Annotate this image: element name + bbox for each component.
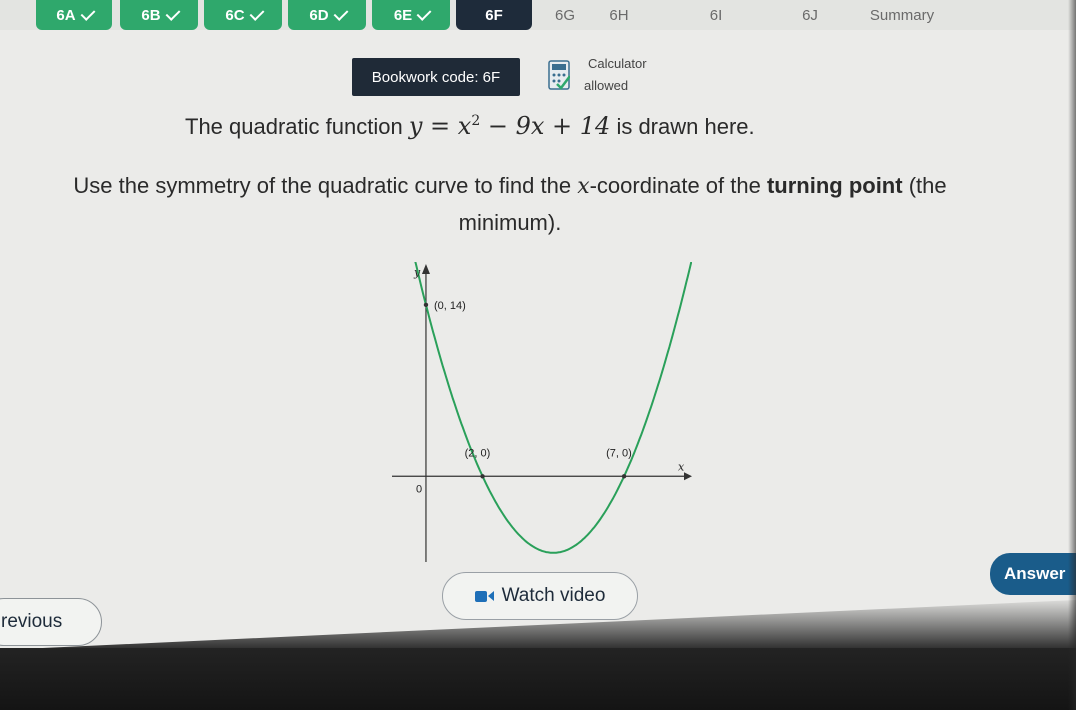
- tab-6e[interactable]: [372, 0, 450, 30]
- tab-label: 6D: [309, 6, 329, 24]
- previous-label: revious: [1, 611, 63, 632]
- calculator-icon: [548, 60, 570, 90]
- previous-button[interactable]: [0, 598, 102, 646]
- tab-label: 6F: [485, 6, 503, 24]
- y-axis-label: y: [413, 266, 421, 279]
- question-suffix: is drawn here.: [616, 114, 755, 139]
- origin-label: 0: [415, 483, 423, 496]
- calculator-label: Calculator: [588, 56, 647, 71]
- tab-label: 6H: [609, 6, 629, 24]
- question-part-1: Use the symmetry of the quadratic curve to find the: [73, 173, 578, 198]
- point-marker: [622, 474, 626, 478]
- tab-label: 6J: [802, 6, 818, 24]
- tab-6b[interactable]: [120, 0, 198, 30]
- tab-6j[interactable]: [790, 0, 830, 30]
- x-axis-arrow: [684, 472, 692, 480]
- tab-label: 6G: [554, 6, 575, 24]
- question-part-3: (the minimum).: [458, 173, 947, 235]
- quadratic-graph: [392, 262, 692, 562]
- question-bold: turning point: [766, 173, 903, 198]
- point-marker: [480, 474, 484, 478]
- equation-rest: − 9x + 14: [480, 112, 611, 140]
- tab-summary[interactable]: [850, 0, 954, 30]
- equation: [409, 112, 610, 140]
- equation-x: x: [457, 112, 472, 140]
- monitor-bezel: [0, 648, 1076, 710]
- question-variable: x: [577, 174, 590, 199]
- answer-button[interactable]: [990, 553, 1076, 595]
- check-icon: [417, 6, 432, 21]
- screen-edge-shadow: [1068, 0, 1076, 710]
- section-tab-bar: [0, 0, 1076, 30]
- tab-label: 6B: [141, 6, 161, 24]
- tab-6f[interactable]: [456, 0, 532, 30]
- calculator-status: [584, 56, 647, 94]
- equation-y: y: [408, 112, 423, 140]
- bookwork-code-text: Bookwork code: 6F: [371, 68, 501, 86]
- video-camera-icon: [475, 591, 494, 602]
- question-prefix: The quadratic function: [185, 114, 403, 139]
- tab-label: 6C: [225, 6, 245, 24]
- point-marker: [424, 303, 428, 307]
- y-axis-arrow: [422, 264, 430, 274]
- question-line-1: [185, 112, 755, 140]
- watch-video-button[interactable]: [442, 572, 638, 620]
- equation-equals: =: [422, 112, 458, 140]
- check-icon: [249, 6, 264, 21]
- tab-6a[interactable]: [36, 0, 112, 30]
- tab-label: 6E: [393, 6, 413, 24]
- check-icon: [80, 6, 95, 21]
- tab-label: 6I: [709, 6, 723, 24]
- tab-6d[interactable]: [288, 0, 366, 30]
- bookwork-code-badge: [352, 58, 520, 96]
- tab-6i[interactable]: [698, 0, 734, 30]
- point-label: (2, 0): [464, 447, 491, 460]
- watch-video-label: Watch video: [501, 585, 606, 606]
- question-part-2: -coordinate of the: [589, 173, 767, 198]
- calculator-allowed-label: allowed: [584, 78, 629, 93]
- check-icon: [165, 6, 180, 21]
- tab-6c[interactable]: [204, 0, 282, 30]
- tab-6h[interactable]: [594, 0, 644, 30]
- point-label: (0, 14): [433, 299, 466, 312]
- tab-label: Summary: [869, 6, 935, 24]
- x-axis-label: x: [678, 460, 685, 474]
- tab-label: 6A: [56, 6, 76, 24]
- question-line-2: [40, 168, 980, 241]
- point-label: (7, 0): [606, 447, 632, 460]
- tab-6g[interactable]: [540, 0, 590, 30]
- equation-exponent: 2: [471, 113, 481, 129]
- answer-label: Answer: [1004, 564, 1066, 583]
- check-icon: [333, 6, 348, 21]
